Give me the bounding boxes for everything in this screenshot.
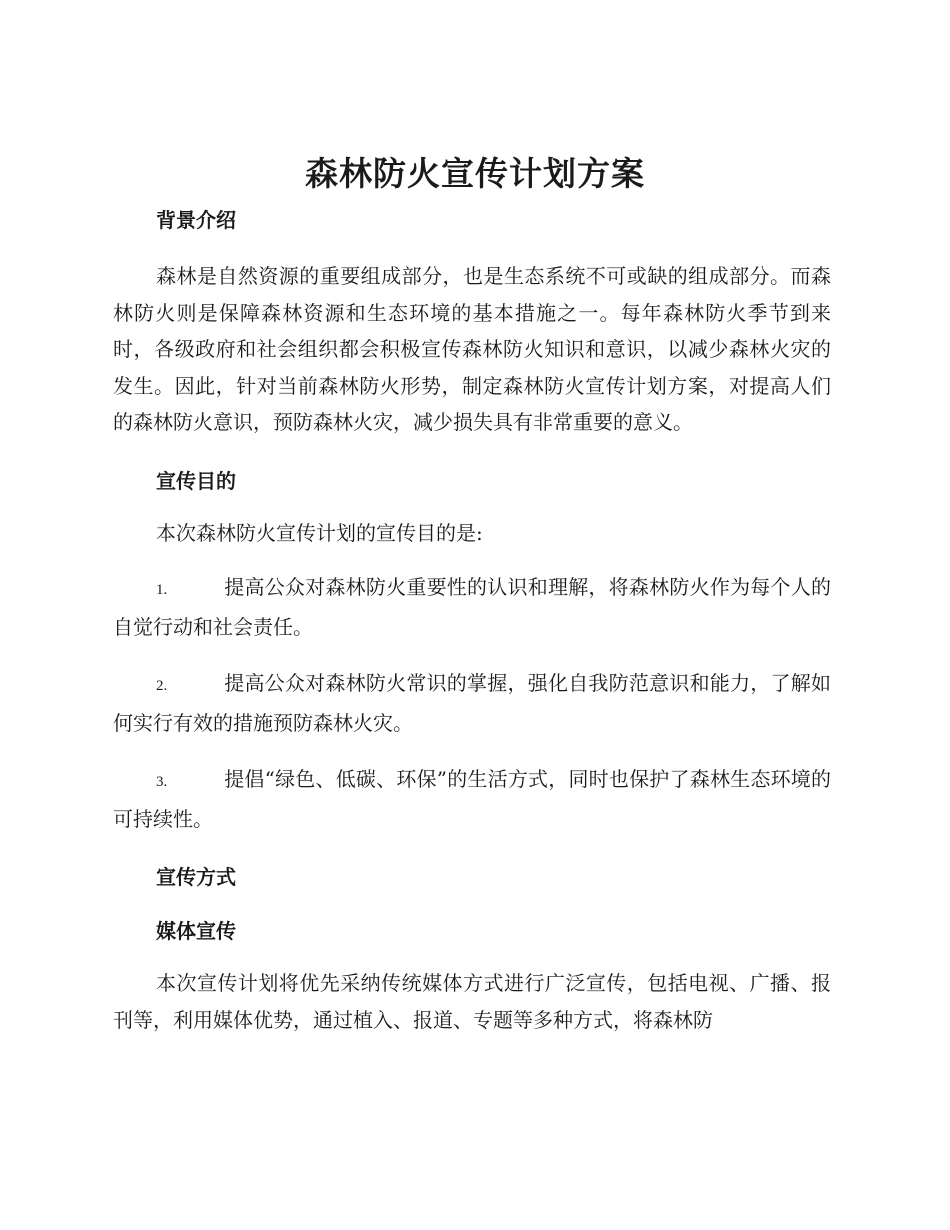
methods-paragraph: 本次宣传计划将优先采纳传统媒体方式进行广泛宣传，包括电视、广播、报刊等，利用媒体优势，通过植入、报道、专题等多种方式，将森林防 [113, 971, 831, 1032]
list-item [113, 665, 831, 741]
list-item-text: 提高公众对森林防火常识的掌握，强化自我防范意识和能力，了解如何实行有效的措施预防森林火灾。 [113, 671, 831, 735]
list-item-number: 3. [156, 774, 168, 790]
section-heading-methods: 宣传方式 [156, 865, 236, 889]
subheading-media: 媒体宣传 [156, 919, 236, 943]
purpose-intro: 本次森林防火宣传计划的宣传目的是: [156, 520, 483, 545]
list-item-number: 1. [156, 582, 168, 598]
list-item-text: 提倡“绿色、低碳、环保”的生活方式，同时也保护了森林生态环境的可持续性。 [113, 767, 831, 831]
list-item [113, 569, 831, 645]
document-title: 森林防火宣传计划方案 [305, 154, 645, 193]
section-heading-background: 背景介绍 [156, 208, 236, 232]
section-heading-purpose: 宣传目的 [156, 468, 236, 493]
background-paragraph: 森林是自然资源的重要组成部分，也是生态系统不可或缺的组成部分。而森林防火则是保障森林资源和生态环境的基本措施之一。每年森林防火季节到来时，各级政府和社会组织都会积极宣传森林防火知识和意识，以减少森林火灾的发生。因此，针对当前森林防火形势，制定森林防火宣传计划方案，对提高人们的森林防火意识，预防森林火灾，减少损失具有非常重要的意义。 [113, 264, 831, 434]
list-item-text: 提高公众对森林防火重要性的认识和理解，将森林防火作为每个人的自觉行动和社会责任。 [113, 575, 831, 639]
document-body [113, 200, 831, 1054]
list-item-number: 2. [156, 678, 168, 694]
list-item [113, 761, 831, 837]
